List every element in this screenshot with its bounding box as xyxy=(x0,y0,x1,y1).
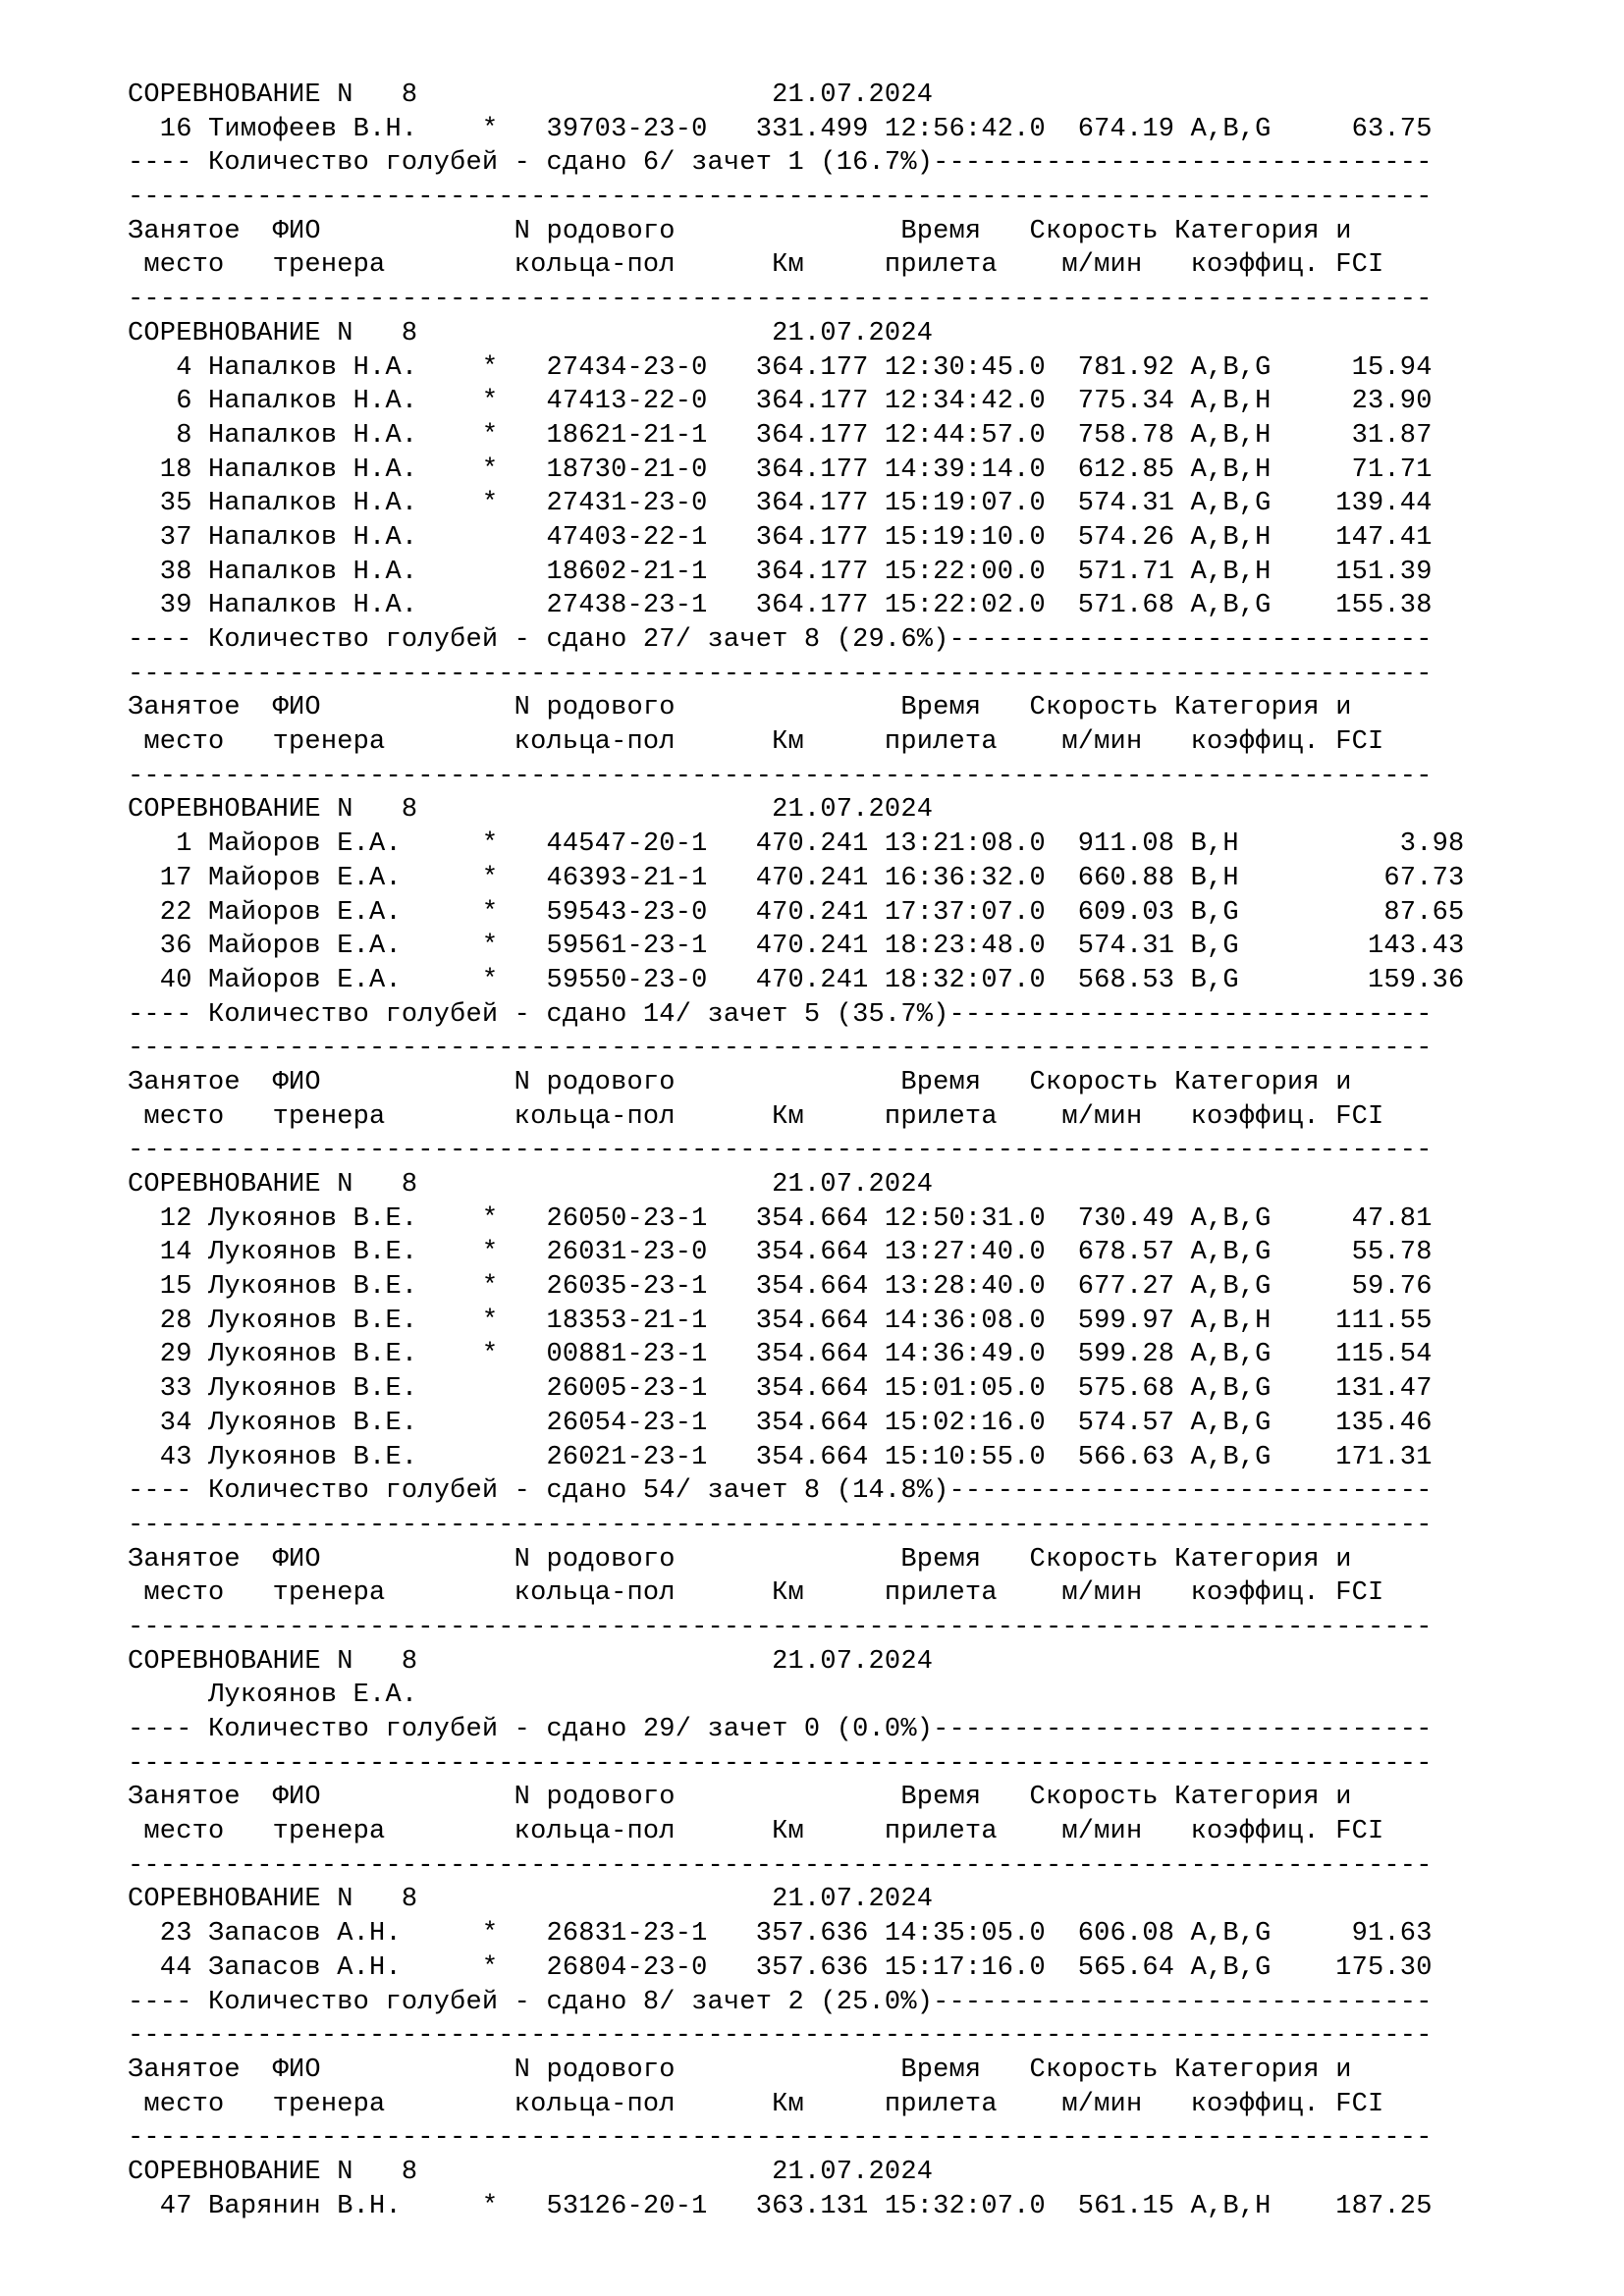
report-line: Занятое ФИО N родового Время Скорость Категория и xyxy=(128,2055,1352,2085)
report-line: ---- Количество голубей - сдано 27/ зачет 8 (29.6%)------------------------------ xyxy=(128,625,1433,655)
report-line: 43 Лукоянов В.Е. 26021-23-1 354.664 15:10:55.0 566.63 A,B,G 171.31 xyxy=(128,1442,1433,1472)
report-line: 12 Лукоянов В.Е. * 26050-23-1 354.664 12:50:31.0 730.49 A,B,G 47.81 xyxy=(128,1203,1433,1234)
report-line: 1 Майоров Е.А. * 44547-20-1 470.241 13:21:08.0 911.08 B,H 3.98 xyxy=(128,829,1465,860)
report-line: --------------------------------------------------------------------------------- xyxy=(128,183,1433,213)
report-line: ---- Количество голубей - сдано 54/ зачет 8 (14.8%)------------------------------ xyxy=(128,1476,1433,1507)
report-line: 44 Запасов А.Н. * 26804-23-0 357.636 15:17:16.0 565.64 A,B,G 175.30 xyxy=(128,1952,1433,1983)
report-line: --------------------------------------------------------------------------------- xyxy=(128,1748,1433,1779)
report-line: СОРЕВНОВАНИЕ N 8 21.07.2024 xyxy=(128,1885,934,1915)
report-line: 8 Напалков Н.А. * 18621-21-1 364.177 12:44:57.0 758.78 A,B,H 31.87 xyxy=(128,420,1433,451)
race-results-report xyxy=(128,79,1464,2223)
report-line: Занятое ФИО N родового Время Скорость Категория и xyxy=(128,693,1352,723)
report-line: 29 Лукоянов В.Е. * 00881-23-1 354.664 14:36:49.0 599.28 A,B,G 115.54 xyxy=(128,1340,1433,1370)
report-line: Занятое ФИО N родового Время Скорость Категория и xyxy=(128,1783,1352,1813)
report-line: СОРЕВНОВАНИЕ N 8 21.07.2024 xyxy=(128,1170,934,1200)
report-line: СОРЕВНОВАНИЕ N 8 21.07.2024 xyxy=(128,2157,934,2187)
report-line: 34 Лукоянов В.Е. 26054-23-1 354.664 15:02:16.0 574.57 A,B,G 135.46 xyxy=(128,1408,1433,1438)
report-line: --------------------------------------------------------------------------------- xyxy=(128,1136,1433,1166)
report-line: ---- Количество голубей - сдано 29/ зачет 0 (0.0%)------------------------------- xyxy=(128,1715,1433,1744)
report-line: место тренера кольца-пол Км прилета м/мин коэффиц. FCI xyxy=(128,250,1384,281)
report-line: --------------------------------------------------------------------------------- xyxy=(128,1510,1433,1540)
report-line: 37 Напалков Н.А. 47403-22-1 364.177 15:19:10.0 574.26 A,B,H 147.41 xyxy=(128,522,1433,553)
report-line: 6 Напалков Н.А. * 47413-22-0 364.177 12:34:42.0 775.34 A,B,H 23.90 xyxy=(128,387,1433,417)
report-line: СОРЕВНОВАНИЕ N 8 21.07.2024 xyxy=(128,318,934,348)
report-line: место тренера кольца-пол Км прилета м/мин коэффиц. FCI xyxy=(128,1101,1384,1132)
report-line: --------------------------------------------------------------------------------- xyxy=(128,1850,1433,1881)
report-line: СОРЕВНОВАНИЕ N 8 21.07.2024 xyxy=(128,1646,934,1677)
report-line: 4 Напалков Н.А. * 27434-23-0 364.177 12:30:45.0 781.92 A,B,G 15.94 xyxy=(128,352,1433,383)
report-line: место тренера кольца-пол Км прилета м/мин коэффиц. FCI xyxy=(128,727,1384,758)
report-line: ---- Количество голубей - сдано 14/ зачет 5 (35.7%)------------------------------ xyxy=(128,999,1433,1030)
report-line: ---- Количество голубей - сдано 6/ зачет 1 (16.7%)------------------------------- xyxy=(128,148,1433,179)
report-line: --------------------------------------------------------------------------------- xyxy=(128,659,1433,689)
report-line: 33 Лукоянов В.Е. 26005-23-1 354.664 15:01:05.0 575.68 A,B,G 131.47 xyxy=(128,1374,1433,1405)
report-line: Лукоянов Е.А. xyxy=(128,1681,418,1711)
report-line: --------------------------------------------------------------------------------- xyxy=(128,1034,1433,1064)
report-line: Занятое ФИО N родового Время Скорость Категория и xyxy=(128,216,1352,246)
report-line: 36 Майоров Е.А. * 59561-23-1 470.241 18:23:48.0 574.31 B,G 143.43 xyxy=(128,932,1465,962)
report-line: 23 Запасов А.Н. * 26831-23-1 357.636 14:35:05.0 606.08 A,B,G 91.63 xyxy=(128,1919,1433,1949)
report-line: --------------------------------------------------------------------------------- xyxy=(128,1612,1433,1642)
report-line: ---- Количество голубей - сдано 8/ зачет 2 (25.0%)------------------------------- xyxy=(128,1987,1433,2017)
report-line: 35 Напалков Н.А. * 27431-23-0 364.177 15:19:07.0 574.31 A,B,G 139.44 xyxy=(128,489,1433,519)
report-line: 22 Майоров Е.А. * 59543-23-0 470.241 17:37:07.0 609.03 B,G 87.65 xyxy=(128,897,1465,928)
report-line: 14 Лукоянов В.Е. * 26031-23-0 354.664 13:27:40.0 678.57 A,B,G 55.78 xyxy=(128,1238,1433,1268)
report-line: Занятое ФИО N родового Время Скорость Категория и xyxy=(128,1067,1352,1097)
report-line: --------------------------------------------------------------------------------- xyxy=(128,761,1433,791)
report-line: 17 Майоров Е.А. * 46393-21-1 470.241 16:36:32.0 660.88 B,H 67.73 xyxy=(128,863,1465,893)
report-line: --------------------------------------------------------------------------------- xyxy=(128,285,1433,315)
report-line: место тренера кольца-пол Км прилета м/мин коэффиц. FCI xyxy=(128,2089,1384,2119)
report-line: 16 Тимофеев В.Н. * 39703-23-0 331.499 12:56:42.0 674.19 A,B,G 63.75 xyxy=(128,114,1433,144)
report-line: --------------------------------------------------------------------------------- xyxy=(128,2123,1433,2154)
report-line: 38 Напалков Н.А. 18602-21-1 364.177 15:22:00.0 571.71 A,B,H 151.39 xyxy=(128,557,1433,587)
report-line: 18 Напалков Н.А. * 18730-21-0 364.177 14:39:14.0 612.85 A,B,H 71.71 xyxy=(128,454,1433,485)
report-line: 40 Майоров Е.А. * 59550-23-0 470.241 18:32:07.0 568.53 B,G 159.36 xyxy=(128,965,1465,995)
report-line: Занятое ФИО N родового Время Скорость Категория и xyxy=(128,1544,1352,1575)
report-line: --------------------------------------------------------------------------------- xyxy=(128,2021,1433,2052)
report-line: СОРЕВНОВАНИЕ N 8 21.07.2024 xyxy=(128,80,934,110)
report-line: СОРЕВНОВАНИЕ N 8 21.07.2024 xyxy=(128,795,934,826)
report-line: место тренера кольца-пол Км прилета м/мин коэффиц. FCI xyxy=(128,1817,1384,1847)
report-line: 28 Лукоянов В.Е. * 18353-21-1 354.664 14:36:08.0 599.97 A,B,H 111.55 xyxy=(128,1306,1433,1336)
report-line: 15 Лукоянов В.Е. * 26035-23-1 354.664 13:28:40.0 677.27 A,B,G 59.76 xyxy=(128,1272,1433,1303)
report-line: место тренера кольца-пол Км прилета м/мин коэффиц. FCI xyxy=(128,1578,1384,1609)
report-line: 47 Варянин В.Н. * 53126-20-1 363.131 15:32:07.0 561.15 A,B,H 187.25 xyxy=(128,2191,1433,2221)
report-line: 39 Напалков Н.А. 27438-23-1 364.177 15:22:02.0 571.68 A,B,G 155.38 xyxy=(128,591,1433,621)
